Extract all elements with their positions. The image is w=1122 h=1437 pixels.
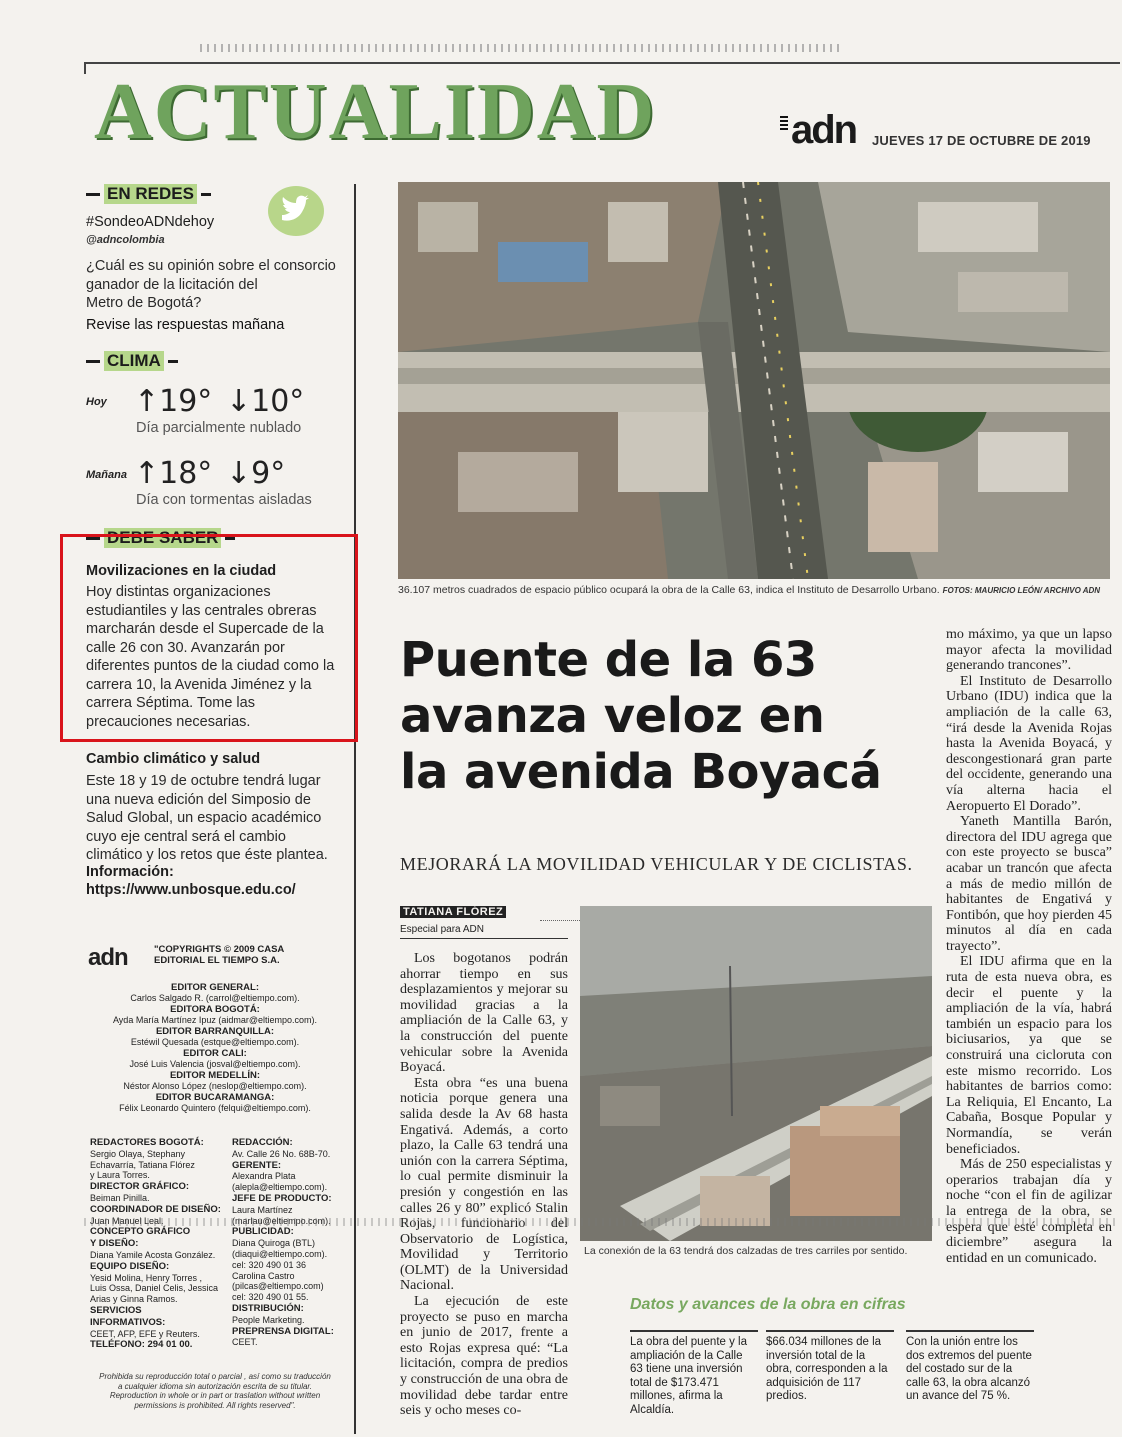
redes-cta: Revise las respuestas mañana bbox=[86, 317, 285, 333]
credit-role: DISTRIBUCIÓN: bbox=[232, 1302, 304, 1314]
copyright-notice bbox=[154, 944, 284, 966]
editor-role: EDITOR CALI: bbox=[183, 1048, 247, 1059]
author-name: TATIANA FLÓREZ bbox=[400, 906, 506, 918]
photo-credit: FOTOS: MAURICIO LEÓN/ ARCHIVO ADN bbox=[942, 586, 1101, 595]
news-line: carrera 10, la Avenida Jiménez y la bbox=[86, 676, 312, 693]
weather-max-temp: ↑19° bbox=[134, 384, 213, 419]
column-separator bbox=[354, 184, 356, 1434]
news-line: marcharán desde el Supercade de la bbox=[86, 621, 324, 637]
credits-adn-logo bbox=[88, 944, 128, 972]
credit-line: (diaqui@eltiempo.com). bbox=[232, 1248, 328, 1259]
info-label: Información: bbox=[86, 864, 174, 880]
news-item-body bbox=[86, 772, 328, 865]
news-line: estudiantiles y las centrales obreras bbox=[86, 602, 317, 619]
rights-footer bbox=[80, 1372, 350, 1410]
editor-role: EDITOR BARRANQUILLA: bbox=[155, 1026, 275, 1037]
bridge-construction-photo bbox=[580, 906, 932, 1241]
en-redes-heading bbox=[86, 184, 211, 204]
redes-question bbox=[86, 257, 336, 313]
credit-line: y Laura Torres. bbox=[90, 1170, 150, 1181]
photo-caption-text: 36.107 metros cuadrados de espacio público ocupará la obra de la Calle 63, indica el Instituto de Desarrollo Urbano. bbox=[398, 584, 940, 596]
news-line: calle 26 con 30. Avanzarán por bbox=[86, 639, 285, 656]
credit-role: JEFE DE PRODUCTO: bbox=[232, 1192, 332, 1204]
twitter-handle: @adncolombia bbox=[86, 234, 165, 246]
credit-line: (alepla@eltiempo.com). bbox=[232, 1182, 328, 1193]
paragraph: El Instituto de Desarrollo Urbano (IDU) indica que la ampliación de la calle 63, “irá desde la Avenida Rojas hasta la Avenida Boyacá, y descongestionará gran parte del occidente, generando una vía alterna hacia el Aeropuerto El Dorado”. bbox=[946, 673, 1112, 814]
copyright-line: EDITORIAL EL TIEMPO S.A. bbox=[154, 955, 280, 966]
credit-line: Alexandra Plata bbox=[232, 1171, 296, 1182]
editor-name: José Luis Valencia (josval@eltiempo.com). bbox=[129, 1059, 301, 1069]
cifras-title: Datos y avances de la obra en cifras bbox=[630, 1296, 906, 1313]
credit-line: CEET, AFP, EFE y Reuters. bbox=[90, 1328, 200, 1339]
credit-role: PUBLICIDAD: bbox=[232, 1226, 294, 1238]
credit-line: Carolina Castro bbox=[232, 1270, 295, 1281]
credit-line: Luis Ossa, Daniel Celis, Jessica bbox=[90, 1283, 219, 1294]
credit-line: cel: 320 490 01 55. bbox=[232, 1292, 309, 1303]
highlight-box bbox=[60, 534, 358, 742]
editors-list bbox=[80, 982, 350, 1114]
credit-role: SERVICIOS bbox=[90, 1304, 142, 1316]
byline-rule bbox=[400, 938, 568, 939]
top-rule-corner bbox=[84, 62, 86, 74]
credit-role: REDACTORES BOGOTÁ: bbox=[90, 1137, 204, 1148]
weather-min-temp: ↓9° bbox=[226, 456, 286, 491]
copyright-line: "COPYRIGHTS © 2009 CASA bbox=[154, 944, 285, 955]
cifra-box: La obra del puente y la ampliación de la Calle 63 tiene una inversión total de $173.471 millones, afirma la Alcaldía. bbox=[630, 1330, 758, 1417]
news-item-title: Movilizaciones en la ciudad bbox=[86, 563, 277, 579]
credit-line: cel: 320 490 01 36 bbox=[232, 1259, 307, 1270]
credit-line: Yesid Molina, Henry Torres , bbox=[90, 1272, 203, 1283]
credits-left-column bbox=[90, 1137, 232, 1351]
news-line: cuyo eje central será el cambio bbox=[86, 828, 286, 845]
debe-saber-label: DEBE SABER bbox=[104, 528, 221, 548]
credit-role: DIRECTOR GRÁFICO: bbox=[90, 1181, 190, 1193]
paragraph: Esta obra “es una buena noticia porque genera una salida desde la Av 68 hasta Engativá. Además, a corto plazo, la Calle 63 tendrá una unión con la carrera Séptima, lo cual permite disminuir la presión y congestión en las calles 26 y 80” explicó Stalin Rojas, funcionario del Observatorio de Logística, Movilidad y Territorio (OLMT) de la Universidad Nacional. bbox=[400, 1075, 568, 1294]
editor-role: EDITOR GENERAL: bbox=[171, 982, 259, 993]
redes-question-line: ¿Cuál es su opinión sobre el consorcio bbox=[86, 258, 336, 274]
paragraph: mo máximo, ya que un lapso mayor afecta la movilidad generando trancones”. bbox=[946, 627, 1112, 674]
aerial-photo-calle-63 bbox=[398, 182, 1110, 579]
rights-line: permissions is prohibited. All rights reserved". bbox=[134, 1400, 296, 1410]
headline-line: Puente de la 63 bbox=[400, 632, 817, 688]
rights-line: Prohibida su reproducción total o parcial , así como su traducción bbox=[99, 1372, 331, 1381]
credit-line: Diana Yamile Acosta González. bbox=[90, 1249, 216, 1260]
weather-day-label: Mañana bbox=[86, 469, 127, 481]
clima-label: CLIMA bbox=[104, 351, 164, 371]
credit-line: (marlau@eltiempo.com). bbox=[232, 1215, 331, 1226]
subheadline: MEJORARÁ LA MOVILIDAD VEHICULAR Y DE CICLISTAS. bbox=[400, 854, 913, 874]
headline bbox=[400, 632, 940, 800]
editor-name: Néstor Alonso López (neslop@eltiempo.com). bbox=[123, 1081, 307, 1091]
article-column-1 bbox=[400, 951, 568, 1419]
rights-line: Reproduction in whole or in part or traslation without written bbox=[109, 1391, 321, 1400]
hashtag: #SondeoADNdehoy bbox=[86, 214, 215, 230]
weather-desc: Día parcialmente nublado bbox=[136, 420, 302, 436]
news-line: diferentes puntos de la ciudad como la bbox=[86, 658, 335, 674]
weather-max-temp: ↑18° bbox=[134, 456, 213, 491]
weather-min-temp: ↓10° bbox=[226, 384, 305, 419]
twitter-bird-icon bbox=[268, 186, 324, 236]
adn-logo-text: adn bbox=[791, 108, 857, 152]
credit-line: CEET. bbox=[232, 1337, 258, 1348]
editor-name: Ayda María Martínez Ipuz (aidmar@eltiempo.com). bbox=[112, 1015, 318, 1025]
credit-line: People Marketing. bbox=[232, 1314, 305, 1325]
headline-line: avanza veloz en bbox=[400, 688, 825, 744]
info-link[interactable]: https://www.unbosque.edu.co/ bbox=[86, 882, 296, 898]
paragraph: El IDU afirma que en la ruta de esta nueva obra, es decir el puente y la ampliación de la vía, habrá también un espacio para los biciusarios, ya que se construirá una cicloruta con este mismo recorrido. Los habitantes de barrios como: La Reliquia, El Encanto, La Cabaña, Bosque Popular y Normandía, se verán beneficiados. bbox=[946, 954, 1112, 1157]
rights-line: a cualquier idioma sin autorización escrita de su titular. bbox=[117, 1381, 313, 1391]
credit-role: Y DISEÑO: bbox=[90, 1238, 139, 1250]
paragraph: Yaneth Mantilla Barón, directora del IDU agrega que con este proyecto se busca” acabar un trancón que afecta a más de medio millón de habitantes de Engativá y Fontibón, que hoy pierden 45 minutos al día en cada trayecto”. bbox=[946, 814, 1112, 954]
credit-role: GERENTE: bbox=[232, 1159, 282, 1171]
logo-dots-icon bbox=[780, 116, 788, 132]
news-line: Hoy distintas organizaciones bbox=[86, 584, 271, 600]
news-line: Este 18 y 19 de octubre tendrá lugar bbox=[86, 773, 321, 789]
credit-role: CONCEPTO GRÁFICO bbox=[90, 1226, 191, 1238]
cifra-box: $66.034 millones de la inversión total de la obra, corresponden a la adquisición de 117 predios. bbox=[766, 1330, 894, 1404]
paragraph: La ejecución de este proyecto se puso en marcha en junio de 2017, frente a esto Rojas expresa qué: “La licitación, compra de predios y construcción de una obra de movilidad debe tardar entre seis y ocho meses co- bbox=[400, 1294, 568, 1419]
credit-line: Echavarría, Tatiana Flórez bbox=[90, 1159, 195, 1170]
article-column-2 bbox=[946, 627, 1112, 1266]
issue-date: JUEVES 17 DE OCTUBRE DE 2019 bbox=[872, 133, 1091, 148]
news-line: una nueva edición del Simposio de bbox=[86, 791, 311, 808]
credit-line: Arias y Ginna Ramos. bbox=[90, 1294, 178, 1305]
clima-heading bbox=[86, 351, 178, 371]
credit-line: Laura Martínez bbox=[232, 1204, 293, 1215]
editor-name: Estéwil Quesada (estque@eltiempo.com). bbox=[130, 1037, 300, 1047]
credit-role: REDACCIÓN: bbox=[232, 1137, 293, 1148]
credit-line: Av. Calle 26 No. 68B-70. bbox=[232, 1148, 331, 1159]
news-item-title: Cambio climático y salud bbox=[86, 751, 261, 767]
editor-role: EDITOR MEDELLÍN: bbox=[169, 1070, 261, 1081]
credit-role: INFORMATIVOS: bbox=[90, 1316, 166, 1328]
credits-right-column bbox=[232, 1137, 352, 1348]
cifra-box: Con la unión entre los dos extremos del puente del costado sur de la calle 63, la obra alcanzó un avance del 75 %. bbox=[906, 1330, 1034, 1404]
adn-logo bbox=[780, 108, 856, 153]
news-line: Salud Global, un espacio académico bbox=[86, 810, 322, 826]
editor-name: Carlos Salgado R. (carrol@eltiempo.com). bbox=[130, 993, 300, 1003]
photo2-caption: La conexión de la 63 tendrá dos calzadas de tres carriles por sentido. bbox=[584, 1245, 908, 1257]
author-role: Especial para ADN bbox=[400, 924, 484, 935]
credit-line: Diana Quiroga (BTL) bbox=[232, 1238, 316, 1249]
paragraph: Los bogotanos podrán ahorrar tiempo en sus desplazamientos y mejorar su movilidad gracias a la ampliación de la Calle 63, y la construcción del puente vehicular sobre la Avenida Boyacá. bbox=[400, 951, 568, 1076]
credit-role: TELÉFONO: 294 01 00. bbox=[90, 1339, 193, 1351]
news-line: carrera Séptima. Tome las bbox=[86, 695, 255, 711]
credit-line: (pilcas@eltiempo.com) bbox=[232, 1281, 324, 1292]
editor-role: EDITOR BUCARAMANGA: bbox=[155, 1092, 275, 1103]
section-title: ACTUALIDAD bbox=[94, 68, 657, 156]
editor-role: EDITORA BOGOTÁ: bbox=[170, 1004, 260, 1015]
news-line: climático y los retos que éste plantea. bbox=[86, 847, 328, 863]
redes-question-line: ganador de la licitación del bbox=[86, 276, 258, 293]
news-line: precauciones necesarias. bbox=[86, 713, 251, 730]
credit-role: EQUIPO DISEÑO: bbox=[90, 1260, 170, 1272]
credits-logo-text: adn bbox=[88, 944, 128, 971]
middle-perforation bbox=[84, 1215, 1120, 1226]
credit-role: COORDINADOR DE DISEÑO: bbox=[90, 1203, 221, 1215]
photo-caption bbox=[398, 584, 1100, 596]
credit-line: Juan Manuel Leal. bbox=[90, 1215, 164, 1226]
dotted-rule bbox=[540, 920, 580, 921]
editor-name: Félix Leonardo Quintero (felqui@eltiempo.com). bbox=[119, 1103, 311, 1113]
weather-day-label: Hoy bbox=[86, 396, 107, 408]
paragraph: Más de 250 especialistas y operarios trabajan día y noche “con el fin de agilizar la entrega de la obra, se espera que esté completa en diciembre” asegura la entidad en un comunicado. bbox=[946, 1157, 1112, 1266]
credit-line: Beiman Pinilla. bbox=[90, 1192, 150, 1203]
en-redes-label: EN REDES bbox=[104, 184, 197, 204]
weather-desc: Día con tormentas aisladas bbox=[136, 492, 312, 508]
credit-role: PREPRENSA DIGITAL: bbox=[232, 1325, 334, 1337]
redes-question-line: Metro de Bogotá? bbox=[86, 295, 202, 311]
top-rule bbox=[84, 62, 1120, 64]
top-perforation bbox=[200, 44, 840, 52]
headline-line: la avenida Boyacá bbox=[400, 744, 882, 800]
credit-line: Sergio Olaya, Stephany bbox=[90, 1148, 186, 1159]
